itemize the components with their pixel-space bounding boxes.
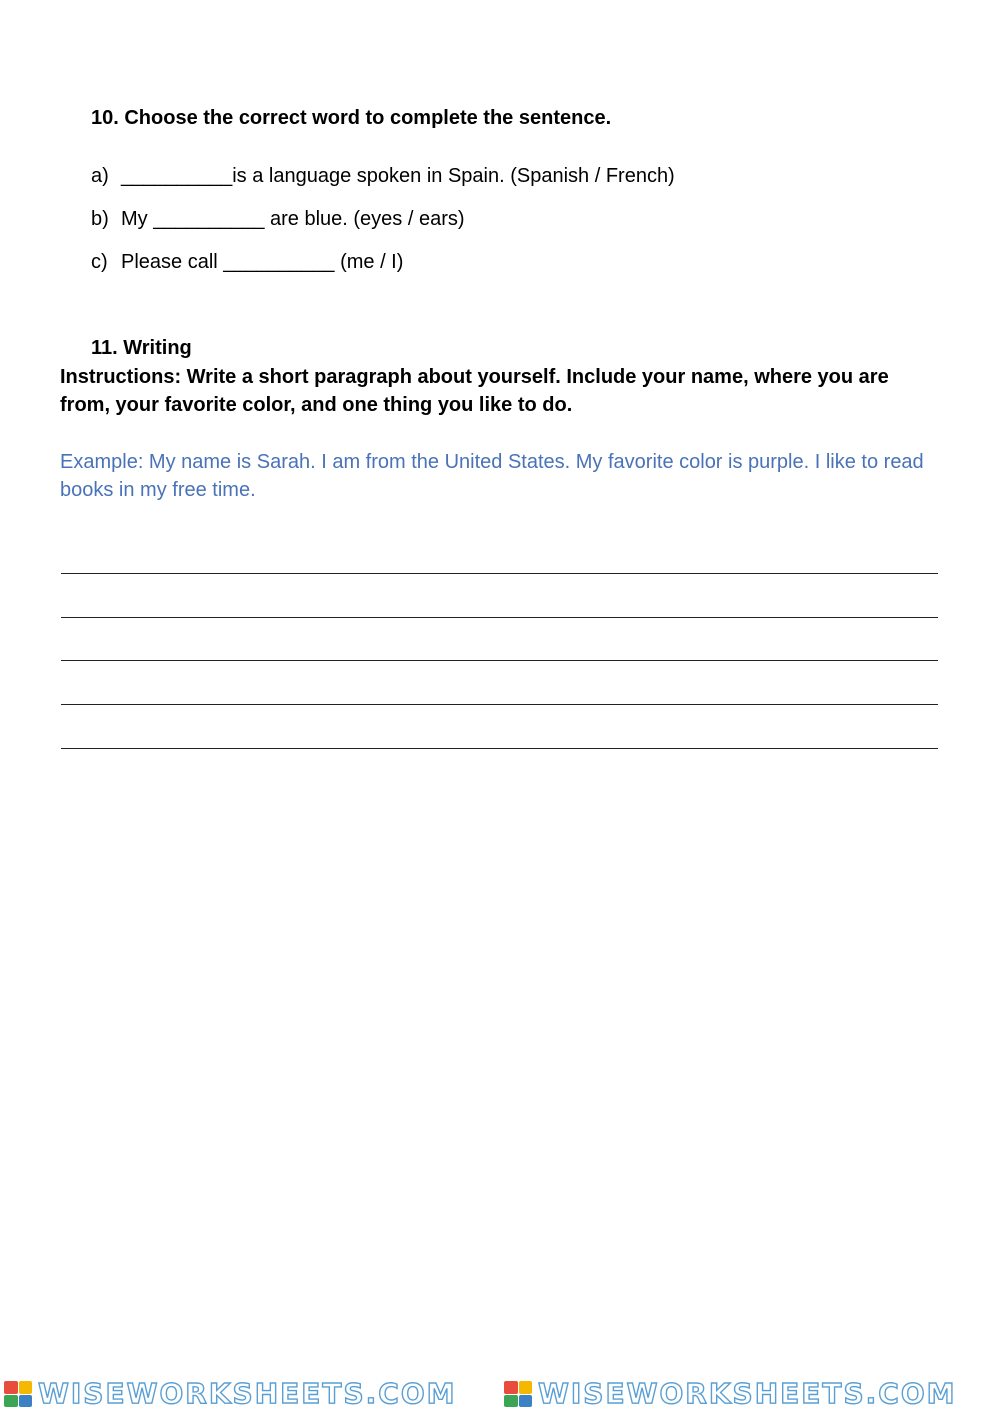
brand-logo — [0, 1378, 500, 1410]
logo-mark-icon — [4, 1381, 32, 1407]
item-marker: a) — [91, 165, 109, 187]
question-10-item-b — [91, 205, 465, 233]
writing-example: Example: My name is Sarah. I am from the United States. My favorite color is purple. I like to read books in my free time. — [60, 451, 924, 501]
item-marker: c) — [91, 251, 108, 273]
item-marker: b) — [91, 208, 109, 230]
footer-brand-strip — [0, 1378, 1000, 1410]
answer-line[interactable] — [61, 704, 938, 705]
item-text: My __________ are blue. (eyes / ears) — [121, 208, 465, 230]
brand-wordmark: WISEWORKSHEETS.COM — [38, 1377, 457, 1410]
item-text: __________is a language spoken in Spain. (Spanish / French) — [121, 165, 675, 187]
brand-wordmark: WISEWORKSHEETS.COM — [538, 1377, 957, 1410]
answer-line[interactable] — [61, 748, 938, 749]
answer-line[interactable] — [61, 660, 938, 661]
question-10-title: 10. Choose the correct word to complete the sentence. — [91, 107, 612, 129]
brand-logo — [500, 1378, 1000, 1410]
question-10-item-c — [91, 248, 403, 276]
answer-line[interactable] — [61, 573, 938, 574]
writing-instructions: Instructions: Write a short paragraph about yourself. Include your name, where you are from, your favorite color, and one thing you like to do. — [60, 366, 889, 416]
answer-line[interactable] — [61, 617, 938, 618]
item-text: Please call __________ (me / I) — [121, 251, 404, 273]
question-10-item-a — [91, 162, 675, 190]
question-11-title: 11. Writing — [91, 337, 192, 359]
logo-mark-icon — [504, 1381, 532, 1407]
